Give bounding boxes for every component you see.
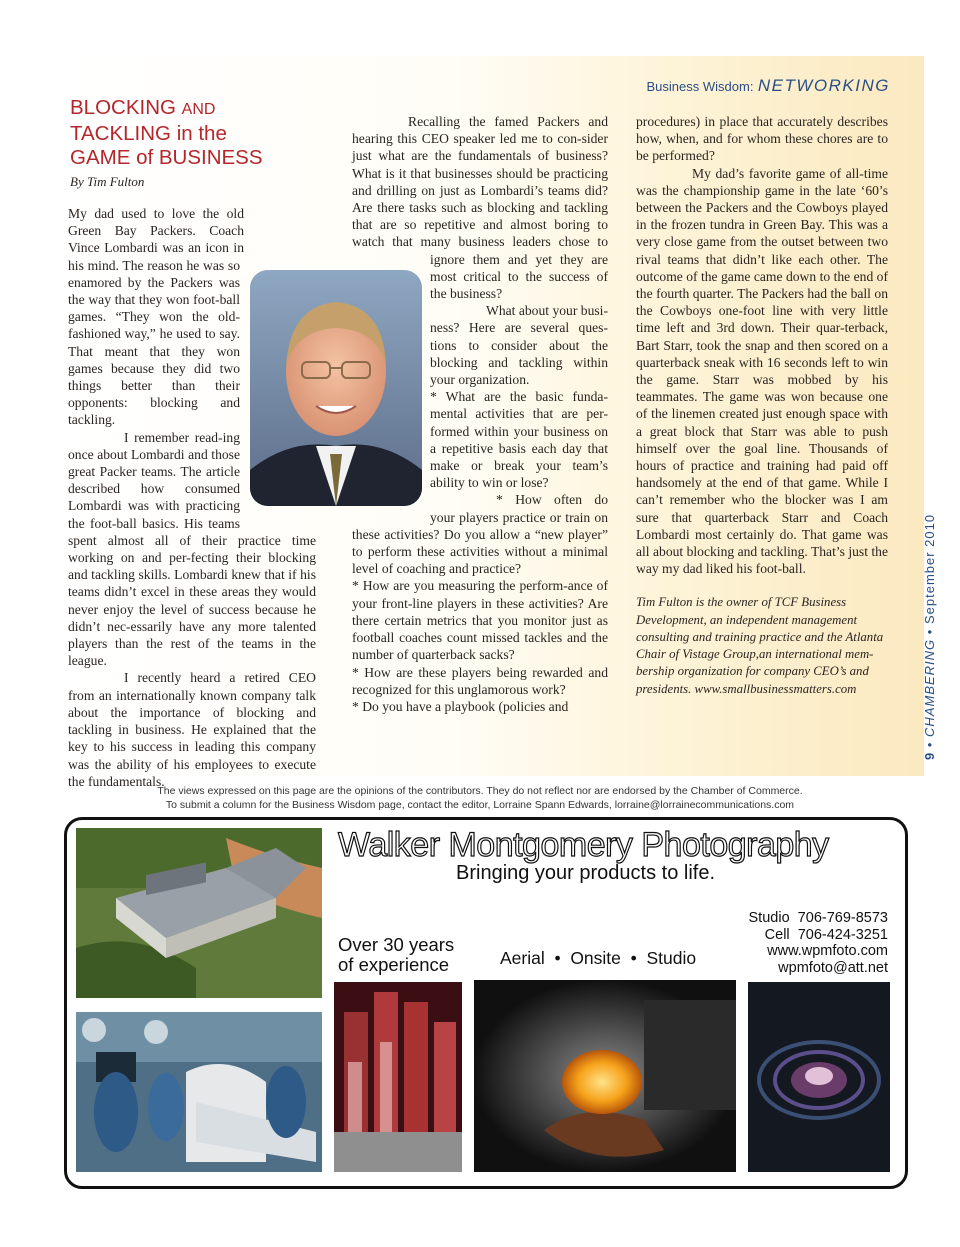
ad-email-link[interactable]: wpmfoto@att.net [778,959,888,976]
author-bio: Tim Fulton is the owner of TCF Business Development, an independent management consulting and training practice and the Atlanta Chair of Vistage Group,an international mem-bership organization for company CEO’s and presidents. www.smallbusinessmatters.com [636,595,884,696]
operating-room-illustration [76,1012,322,1172]
issue-date: September 2010 [922,513,937,625]
glowing-egg-photo [474,980,736,1172]
laboratory-glassware-photo [334,982,462,1172]
ad-experience-line-1: Over 30 years [338,934,455,955]
aerial-building-illustration [76,828,322,998]
col3-p1: procedures) in place that accurately describes how, when, and for whom these chores are to be performed? [636,114,888,164]
col1-p3: I recently heard a retired CEO from an internationally known company talk about the importance of blocking and tackling in business. He explained that the key to his success in leading this company was the ability of his employees to execute the fundamentals. [68,670,316,789]
section-name: NETWORKING [757,76,890,95]
col2-question-5: * Do you have a playbook (policies and [352,698,569,714]
glassware-illustration [334,982,462,1172]
ad-tagline: Bringing your products to life. [456,862,716,884]
col2-p1: Recalling the famed Packers and hearing this CEO speaker led me to con-sider just what are the fundamentals of business? What is it that businesses should be practicing and drilling on just as Lombardi’s teams did? Are there tasks such as blocking and tackling that are so repetitive and almost boring to watch that many business leaders chose to ignore them and yet they are most critical to the success of the business? [352,114,608,302]
magazine-name: CHAMBERING [922,638,937,737]
column-1 [68,205,316,790]
col3-p2: My dad’s favorite game of all-time was the championship game in the late ‘60’s between the Packers and the Cowboys played in the frozen tundra in Green Bay. This was a very close game from the outset between two rival teams that didn’t like each other. The outcome of the game came down to the end of the fourth quarter. The Packers had the ball on the Cowboys one-foot line with very little time left and 3rd down. Their quar-terback, Bart Starr, took the snap and then scored on a quarterback sneak with 16 seconds left to win the game. Starr was mobbed by his teammates. The game was won because one of the linemen created just enough space with a great block that Starr was able to push himself over the goal line. Thousands of hours of practice and training had paid off handsomely at the end of that game. While I can’t remember who the blocker was I am sure that quarterback Starr and Coach Lombardi most certainly do. That game was all about blocking and tackling. That’s just the way my dad liked his foot-ball. [636,165,888,577]
disclaimer-line-2: To submit a column for the Business Wisdom page, contact the editor, Lorraine Spann Edwards, lorraine@lorrainecommunications.com [165,799,795,811]
article-title [70,96,310,170]
aerial-building-photo [76,828,322,998]
medical-operating-room-photo [76,1012,322,1172]
disclaimer [0,784,960,812]
ad-experience-line-2: of experience [338,954,450,975]
egg-illustration [474,980,736,1172]
ripple-illustration [748,982,890,1172]
title-line3: GAME of BUSINESS [70,146,263,169]
folio-separator: • [922,741,937,748]
title-line1-a: BLOCKING [70,96,176,119]
col2-question-3: * How are you measuring the perform-ance of your front-line players in these activities? Are there certain metrics that you monitor just as football coaches count missed tackles and the number of quarterback sacks? [352,578,608,663]
col2-question-2: * How often do your players practice or train on these activities? Do you allow a “new player” to perform these activities without a minimal level of coaching and practice? [352,492,608,577]
disclaimer-line-1: The views expressed on this page are the opinions of the contributors. They do not reflect nor are endorsed by the Chamber of Commerce. [157,785,803,797]
ad-experience [338,935,454,975]
column-3 [636,113,888,698]
ad-studio-phone: Studio 706-769-8573 [748,910,888,926]
byline: By Tim Fulton [70,174,145,189]
ad-cell-phone: Cell 706-424-3251 [764,926,888,943]
ad-studio-name: Walker Montgomery Photography [338,826,829,864]
col1-p1: My dad used to love the old Green Bay Packers. Coach Vince Lombardi was an icon in his mind. The reason he was so enamored by the Packers was the way that they won foot-ball games. “They won the old-fashioned way,” he used to say. That meant that they won games because they did two things better than their opponents: blocking and tackling. [68,206,244,428]
section-label [647,76,890,96]
page-number: 9 [922,751,937,760]
col2-question-4: * How are these players being rewarded and recognized for this unglamorous work? [352,664,608,697]
water-ripple-photo [748,982,890,1172]
ad-website-link[interactable]: www.wpmfoto.com [767,943,888,959]
col2-question-1: * What are the basic funda-mental activities that are per-formed within your business on a repetitive basis each day that make or break your team’s ability to win or lose? [430,389,608,491]
section-prefix: Business Wisdom: [646,79,754,94]
title-line1-b: AND [181,101,216,118]
folio-separator: • [922,628,937,635]
ad-services: Aerial • Onsite • Studio [500,948,697,968]
col1-p2: I remember read-ing once about Lombardi and those great Packer teams. The article described how consumed Lombardi was with practicing the foot-ball basics. His teams spent almost all of their practice time working on and per-fecting their blocking and tackling skills. Lombardi knew that if his teams didn’t excel in these areas they would never enjoy the level of success because he didn’t nec-essarily have any more talented players than the rest of the teams in the league. [68,429,316,669]
col2-p2: What about your busi-ness? Here are several ques-tions to consider about the blocking and tackling within your organization. [430,303,608,388]
page-folio [922,514,937,760]
column-2 [352,113,608,715]
ad-contact [749,910,888,976]
title-line2: TACKLING in the [70,122,227,145]
